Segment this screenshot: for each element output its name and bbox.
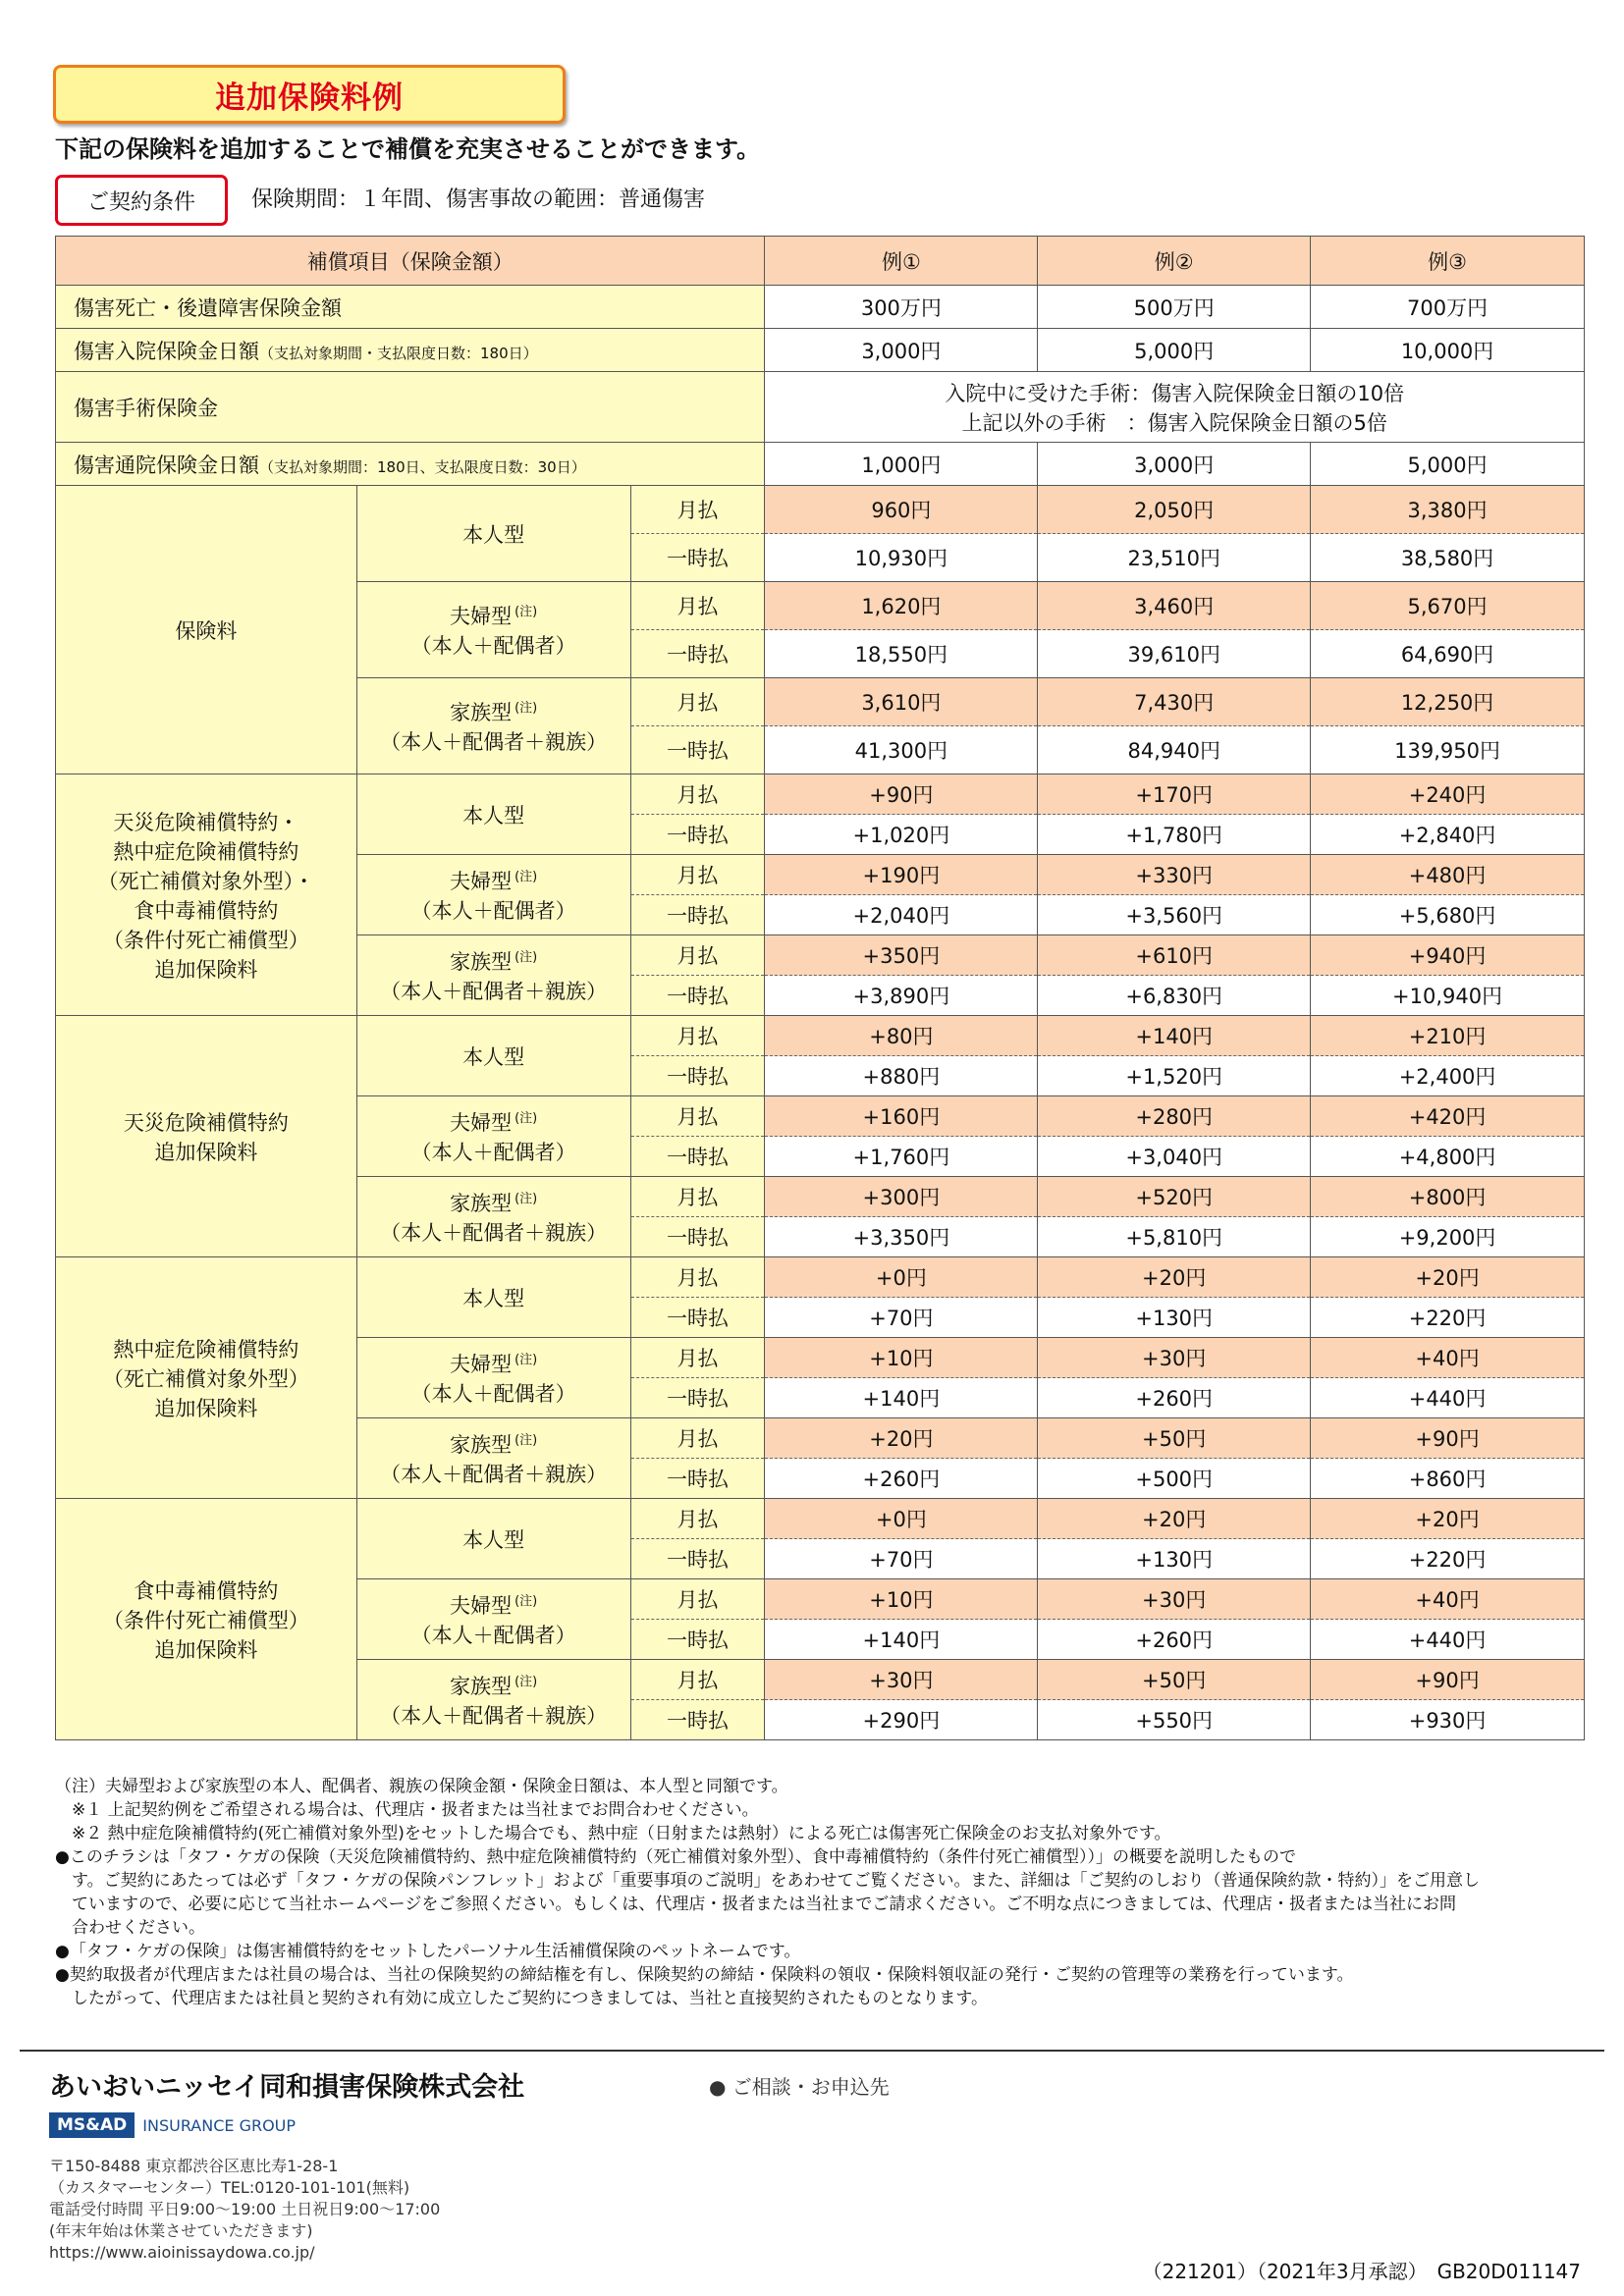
plan-sub: （本人＋配偶者） [410,633,576,658]
pay-type: 月払 [630,774,765,815]
coverage-note: （支払対象期間・支払限度日数：180日） [259,344,538,362]
premium-value: +220円 [1311,1539,1585,1579]
premium-value: +290円 [765,1700,1038,1740]
plan-self [356,1257,630,1338]
coverage-label-text: 傷害入院保険金日額 [74,339,259,363]
pay-type: 月払 [630,1257,765,1298]
premium-value: +260円 [1038,1378,1311,1418]
table-row [56,486,1585,534]
contact-label: ● ご相談・お申込先 [709,2075,890,2099]
plan-self [356,486,630,582]
section-label-line: （条件付死亡補償型） [102,1608,309,1632]
premium-value: +420円 [1311,1096,1585,1137]
pay-type: 一時払 [630,1056,765,1096]
logo-group-text: INSURANCE GROUP [142,2115,297,2135]
note-mark: (注) [514,700,538,716]
outpatient-label-text: 傷害通院保険金日額 [74,453,259,477]
premium-value: +280円 [1038,1096,1311,1137]
plan-name-line [357,697,630,726]
premium-value: 12,250円 [1311,678,1585,726]
pay-type: 月払 [630,1096,765,1137]
premium-value: +20円 [765,1418,1038,1459]
plan-couple [356,1096,630,1177]
section-label-line: 天災危険補償特約 [123,1110,289,1135]
condition-label: ご契約条件 [55,175,228,226]
note-mark: (注) [514,1352,538,1367]
premium-value: 5,670円 [1311,582,1585,630]
premium-value: +20円 [1038,1257,1311,1298]
plan-family [356,1177,630,1257]
pay-type: 一時払 [630,1217,765,1257]
plan-name-line [357,1429,630,1459]
premium-value: +440円 [1311,1620,1585,1660]
address-line: 電話受付時間 平日9:00〜19:00 土日祝日9:00〜17:00 [49,2200,441,2218]
premium-value: +10,940円 [1311,976,1585,1016]
note-line: （注）夫婦型および家族型の本人、配偶者、親族の保険金額・保険金日額は、本人型と同額です。 [55,1777,788,1796]
pay-type: 月払 [630,1418,765,1459]
premium-value: +5,680円 [1311,895,1585,935]
plan-sub: （本人＋配偶者＋親族） [380,729,608,754]
pay-type: 一時払 [630,976,765,1016]
premium-value: +170円 [1038,774,1311,815]
premium-value: +3,350円 [765,1217,1038,1257]
plan-name: 家族型 [450,949,513,974]
premium-value: +130円 [1038,1298,1311,1338]
plan-name: 本人型 [462,1527,525,1552]
note-line: す。ご契約にあたっては必ず「タフ・ケガの保険パンフレット」および「重要事項のご説明」をあわせてご覧ください。また、詳細は「ご契約のしおり（普通保険約款・特約）」をご用意し [55,1871,1480,1891]
premium-value: +220円 [1311,1298,1585,1338]
note-mark: (注) [514,1110,538,1126]
pay-type: 一時払 [630,1700,765,1740]
premium-value: +930円 [1311,1700,1585,1740]
pay-type: 一時払 [630,630,765,678]
premium-value: 7,430円 [1038,678,1311,726]
premium-value: +1,520円 [1038,1056,1311,1096]
plan-sub: （本人＋配偶者） [410,1140,576,1164]
note-mark: (注) [514,604,538,619]
section-label-line: 追加保険料 [154,1637,258,1662]
premium-value: +9,200円 [1311,1217,1585,1257]
plan-name-line [357,1188,630,1217]
coverage-value: 300万円 [765,286,1038,329]
section-label-line: 食中毒補償特約 [134,898,279,923]
note-mark: (注) [514,1432,538,1448]
coverage-value: 3,000円 [765,329,1038,372]
premium-value: +800円 [1311,1177,1585,1217]
premium-value: +40円 [1311,1579,1585,1620]
coverage-value: 700万円 [1311,286,1585,329]
premium-value: +610円 [1038,935,1311,976]
premium-value: +330円 [1038,855,1311,895]
coverage-label [56,329,765,372]
note-line: したがって、代理店または社員と契約され有効に成立したご契約につきましては、当社と直接契約されたものとなります。 [55,1989,988,2008]
note-mark: (注) [514,949,538,965]
section-label-line: （死亡補償対象外型） [102,1366,309,1391]
plan-name: 夫婦型 [450,1110,513,1135]
company-name: あいおいニッセイ同和損害保険株式会社 [49,2072,525,2103]
pay-type: 月払 [630,1660,765,1700]
pay-type: 一時払 [630,895,765,935]
premium-value: +80円 [765,1016,1038,1056]
example-header: 例③ [1311,237,1585,286]
table-row [56,774,1585,815]
plan-sub: （本人＋配偶者＋親族） [380,1703,608,1728]
premium-value: +140円 [765,1620,1038,1660]
premium-value: +440円 [1311,1378,1585,1418]
footer-divider [20,2050,1604,2052]
msad-logo [49,2112,296,2138]
plan-sub: （本人＋配偶者＋親族） [380,1462,608,1486]
section-label-line: 食中毒補償特約 [134,1578,279,1603]
plan-name: 夫婦型 [450,1593,513,1618]
example-header: 例② [1038,237,1311,286]
table-row [56,372,1585,443]
note-line: ※２ 熱中症危険補償特約(死亡補償対象外型)をセットした場合でも、熱中症（日射または熱射）による死亡は傷害死亡保険金のお支払対象外です。 [55,1824,1171,1843]
premium-value: 139,950円 [1311,726,1585,774]
premium-value: +2,400円 [1311,1056,1585,1096]
premium-value: +350円 [765,935,1038,976]
surgery-label: 傷害手術保険金 [56,372,765,443]
outpatient-value: 5,000円 [1311,443,1585,486]
surgery-line: 入院中に受けた手術：傷害入院保険金日額の10倍 [945,381,1405,405]
plan-name-line [357,1107,630,1137]
plan-couple [356,855,630,935]
plan-name: 本人型 [462,1286,525,1310]
plan-name: 夫婦型 [450,604,513,628]
premium-value: +20円 [1038,1499,1311,1539]
coverage-value: 5,000円 [1038,329,1311,372]
premium-value: +3,890円 [765,976,1038,1016]
plan-couple [356,582,630,678]
premium-value: +10円 [765,1338,1038,1378]
premium-value: +4,800円 [1311,1137,1585,1177]
section-label-line: 天災危険補償特約・ [113,810,299,834]
premium-value: +90円 [1311,1660,1585,1700]
premium-value: +1,020円 [765,815,1038,855]
pay-type: 一時払 [630,534,765,582]
pay-type: 一時払 [630,1298,765,1338]
title-box [53,65,566,124]
plan-family [356,935,630,1016]
premium-value: +20円 [1311,1499,1585,1539]
pay-type: 月払 [630,582,765,630]
premium-value: +160円 [765,1096,1038,1137]
note-line: ていますので、必要に応じて当社ホームページをご参照ください。もしくは、代理店・扱者または当社までご請求ください。ご不明な点につきましては、代理店・扱者または当社にお問 [55,1895,1456,1914]
premium-value: +140円 [765,1378,1038,1418]
table-row [56,329,1585,372]
pay-type: 月払 [630,1499,765,1539]
premium-value: +3,560円 [1038,895,1311,935]
premium-value: +880円 [765,1056,1038,1096]
pay-type: 月払 [630,486,765,534]
document-code: （221201）（2021年3月承認） GB20D011147 [1142,2260,1581,2283]
pay-type: 月払 [630,1579,765,1620]
plan-name: 家族型 [450,1191,513,1215]
plan-name-line [357,601,630,630]
plan-sub: （本人＋配偶者） [410,1381,576,1406]
premium-value: +3,040円 [1038,1137,1311,1177]
premium-value: +90円 [1311,1418,1585,1459]
premium-value: +210円 [1311,1016,1585,1056]
pay-type: 一時払 [630,1378,765,1418]
table-row [56,1016,1585,1056]
address-line: https://www.aioinissaydowa.co.jp/ [49,2243,315,2262]
premium-value: 23,510円 [1038,534,1311,582]
premium-value: 38,580円 [1311,534,1585,582]
premium-value: 1,620円 [765,582,1038,630]
plan-name-line [357,1671,630,1700]
pay-type: 月払 [630,678,765,726]
premium-value: +30円 [1038,1338,1311,1378]
plan-family [356,1660,630,1740]
plan-name-line [357,866,630,895]
plan-name: 家族型 [450,1432,513,1457]
plan-self [356,774,630,855]
premium-value: 39,610円 [1038,630,1311,678]
premium-value: +0円 [765,1257,1038,1298]
premium-value: 84,940円 [1038,726,1311,774]
outpatient-note: （支払対象期間：180日、支払限度日数：30日） [259,457,586,476]
premium-value: 3,460円 [1038,582,1311,630]
premium-value: +30円 [1038,1579,1311,1620]
outpatient-label [56,443,765,486]
plan-self [356,1499,630,1579]
pay-type: 月払 [630,935,765,976]
premium-value: +70円 [765,1539,1038,1579]
premium-value: +30円 [765,1660,1038,1700]
note-line: ●このチラシは「タフ・ケガの保険（天災危険補償特約、熱中症危険補償特約（死亡補償対象外型）、食中毒補償特約（条件付死亡補償型））」の概要を説明したもので [55,1847,1296,1867]
address-line: (年末年始は休業させていただきます) [49,2221,313,2240]
premium-value: +0円 [765,1499,1038,1539]
premium-value: 10,930円 [765,534,1038,582]
surgery-line: 上記以外の手術 ：傷害入院保険金日額の5倍 [961,410,1387,435]
plan-couple [356,1338,630,1418]
premium-value: +1,780円 [1038,815,1311,855]
example-header: 例① [765,237,1038,286]
outpatient-value: 3,000円 [1038,443,1311,486]
premium-value: 3,380円 [1311,486,1585,534]
pay-type: 一時払 [630,1620,765,1660]
premium-value: +70円 [765,1298,1038,1338]
premium-value: +50円 [1038,1418,1311,1459]
section-label-line: （死亡補償対象外型）・ [97,869,315,893]
premium-value: +480円 [1311,855,1585,895]
table-row [56,443,1585,486]
premium-value: +2,840円 [1311,815,1585,855]
page-title: 追加保険料例 [215,80,404,116]
plan-name: 本人型 [462,522,525,547]
premium-value: +130円 [1038,1539,1311,1579]
section-label-line: 熱中症危険補償特約 [113,1337,299,1362]
premium-value: +2,040円 [765,895,1038,935]
plan-name: 夫婦型 [450,1352,513,1376]
coverage-label [56,286,765,329]
rider-section-label [56,1499,357,1740]
plan-name-line [357,1590,630,1620]
plan-name: 家族型 [450,1674,513,1698]
plan-couple [356,1579,630,1660]
col-header: 補償項目（保険金額） [56,237,765,286]
premium-value: 18,550円 [765,630,1038,678]
table-row [56,1499,1585,1539]
table-row [56,286,1585,329]
premium-value: +260円 [765,1459,1038,1499]
premium-value: +190円 [765,855,1038,895]
premium-value: +140円 [1038,1016,1311,1056]
subtitle: 下記の保険料を追加することで補償を充実させることができます。 [55,135,761,163]
premium-value: +40円 [1311,1338,1585,1378]
premium-value: +20円 [1311,1257,1585,1298]
plan-name: 家族型 [450,700,513,724]
premium-value: +860円 [1311,1459,1585,1499]
section-label-line: 追加保険料 [154,957,258,982]
premium-value: +90円 [765,774,1038,815]
outpatient-value: 1,000円 [765,443,1038,486]
pay-type: 月払 [630,1016,765,1056]
plan-name: 夫婦型 [450,869,513,893]
note-mark: (注) [514,1593,538,1609]
plan-sub: （本人＋配偶者） [410,1623,576,1647]
rider-section-label [56,1016,357,1257]
premium-value: +6,830円 [1038,976,1311,1016]
coverage-value: 10,000円 [1311,329,1585,372]
condition-text: 保険期間：１年間、傷害事故の範囲：普通傷害 [251,187,706,212]
premium-value: +240円 [1311,774,1585,815]
premium-value: +940円 [1311,935,1585,976]
premium-value: +300円 [765,1177,1038,1217]
section-label-line: 追加保険料 [154,1140,258,1164]
coverage-value: 500万円 [1038,286,1311,329]
note-mark: (注) [514,869,538,884]
note-line: ●「タフ・ケガの保険」は傷害補償特約をセットしたパーソナル生活補償保険のペットネームです。 [55,1942,801,1961]
pay-type: 一時払 [630,1137,765,1177]
premium-value: +50円 [1038,1660,1311,1700]
section-label-line: 追加保険料 [154,1396,258,1420]
address-line: （カスタマーセンター）TEL:0120-101-101(無料) [49,2178,410,2197]
coverage-label-text: 傷害死亡・後遺障害保険金額 [74,295,342,320]
pay-type: 一時払 [630,1459,765,1499]
premium-value: +260円 [1038,1620,1311,1660]
plan-self [356,1016,630,1096]
plan-name: 本人型 [462,1044,525,1069]
section-label-line: （条件付死亡補償型） [102,928,309,952]
table-row [56,1257,1585,1298]
pay-type: 月払 [630,1338,765,1378]
note-mark: (注) [514,1674,538,1689]
premium-value: +5,810円 [1038,1217,1311,1257]
section-label-line: 熱中症危険補償特約 [113,839,299,864]
logo-badge: MS&AD [49,2112,135,2138]
premium-value: +520円 [1038,1177,1311,1217]
premium-value: 2,050円 [1038,486,1311,534]
plan-family [356,1418,630,1499]
premium-value: 960円 [765,486,1038,534]
premium-value: +550円 [1038,1700,1311,1740]
table-row [56,237,1585,286]
rider-section-label [56,774,357,1016]
note-line: 合わせください。 [55,1918,205,1938]
plan-name-line [357,1349,630,1378]
premium-value: 3,610円 [765,678,1038,726]
plan-family [356,678,630,774]
surgery-description [765,372,1585,443]
company-address [49,2156,440,2264]
address-line: 〒150-8488 東京都渋谷区恵比寿1-28-1 [49,2157,339,2175]
plan-name: 本人型 [462,803,525,828]
rider-section-label [56,1257,357,1499]
plan-sub: （本人＋配偶者＋親族） [380,979,608,1003]
premium-value: +500円 [1038,1459,1311,1499]
note-mark: (注) [514,1191,538,1206]
premium-section-label: 保険料 [56,486,357,774]
pay-type: 一時払 [630,815,765,855]
premium-value: 64,690円 [1311,630,1585,678]
premium-value: +10円 [765,1579,1038,1620]
premium-value: 41,300円 [765,726,1038,774]
plan-sub: （本人＋配偶者＋親族） [380,1220,608,1245]
note-line: ●契約取扱者が代理店または社員の場合は、当社の保険契約の締結権を有し、保険契約の締結・保険料の領収・保険料領収証の発行・ご契約の管理等の業務を行っています。 [55,1965,1354,1985]
premium-table [55,236,1585,1740]
note-line: ※１ 上記契約例をご希望される場合は、代理店・扱者または当社までお問合わせください。 [55,1800,759,1820]
pay-type: 一時払 [630,726,765,774]
pay-type: 月払 [630,855,765,895]
premium-value: +1,760円 [765,1137,1038,1177]
pay-type: 月払 [630,1177,765,1217]
pay-type: 一時払 [630,1539,765,1579]
plan-sub: （本人＋配偶者） [410,898,576,923]
plan-name-line [357,946,630,976]
